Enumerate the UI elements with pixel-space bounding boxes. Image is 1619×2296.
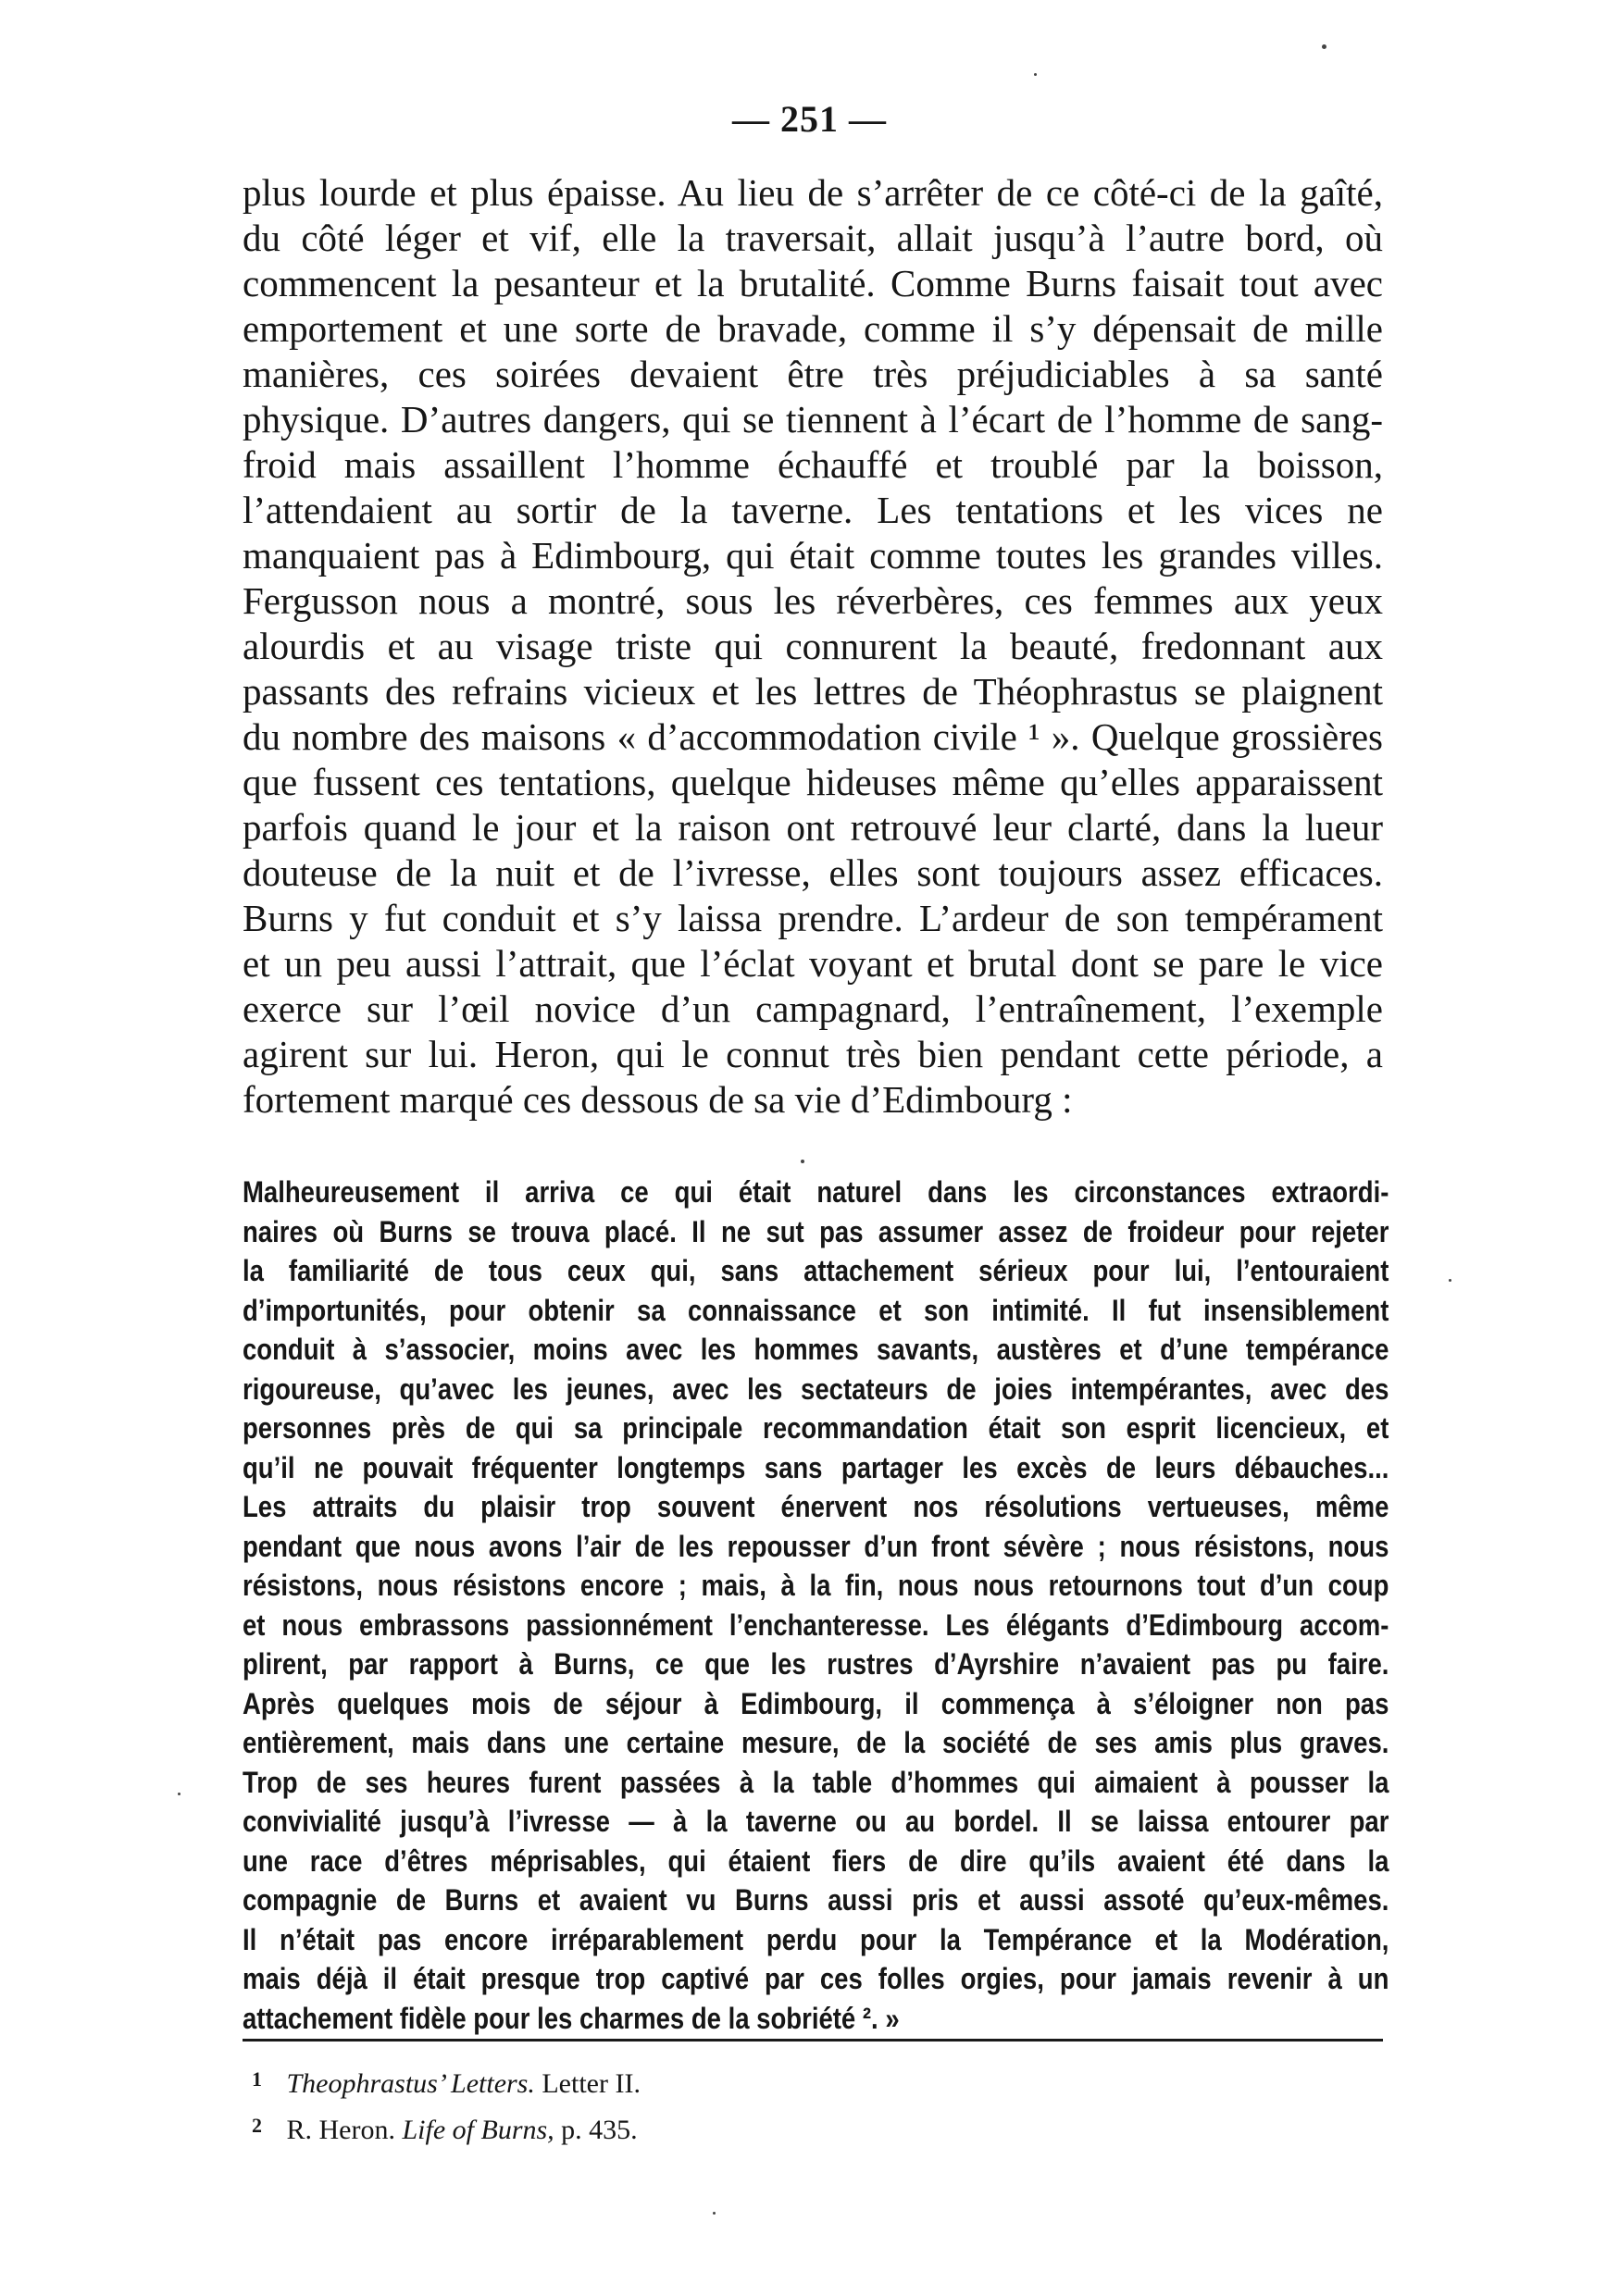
main-paragraph [243,170,1383,1123]
body-text-line: passants des refrains vicieux et les lettres de Théophrastus se plaignent [243,670,1383,713]
quote-text-line: rigoureuse, qu’avec les jeunes, avec les sectateurs de joies intempérantes, avec des [243,1371,1389,1406]
footnotes [252,2058,1363,2151]
quote-text-line: pendant que nous avons l’air de les repousser d’un front sévère ; nous résistons, nous [243,1529,1389,1563]
quote-text-line: la familiarité de tous ceux qui, sans attachement sérieux pour lui, l’entouraient [243,1254,1389,1287]
scan-speck [713,2212,716,2215]
quote-text-line: qu’il ne pouvait fréquenter longtemps sans partager les excès de leurs débauches... [243,1450,1389,1484]
footnote-title: Theophrastus’ Letters. [286,2068,535,2099]
scan-speck [1449,1279,1451,1282]
quote-text-line: personnes près de qui sa principale recommandation était son esprit licencieux, et [243,1411,1389,1445]
body-text-line: alourdis et au visage triste qui connurent la beauté, fredonnant aux [243,625,1383,667]
footnote-marker: 1 [252,2067,262,2091]
footnote-text: Letter II. [542,2068,641,2099]
quote-text-line: d’importunités, pour obtenir sa connaissance et son intimité. Il fut insensiblement [243,1293,1389,1327]
body-text-line: exerce sur l’œil novice d’un campagnard, l’entraînement, l’exemple [243,987,1383,1030]
quote-text-line: convivialité jusqu’à l’ivresse — à la taverne ou au bordel. Il se laissa entourer par [243,1805,1389,1838]
body-text-line: parfois quand le jour et la raison ont retrouvé leur clarté, dans la lueur [243,806,1383,849]
body-text-line: douteuse de la nuit et de l’ivresse, elles sont toujours assez efficaces. [243,851,1383,894]
quote-text-line: Il n’était pas encore irréparablement perdu pour la Tempérance et la Modération, [243,1922,1389,1956]
body-text-line: du nombre des maisons « d’accommodation civile ¹ ». Quelque grossières [243,715,1383,758]
body-text-line: physique. D’autres dangers, qui se tiennent à l’écart de l’homme de sang- [243,398,1383,441]
scan-speck [801,1160,804,1163]
body-text-line: et un peu aussi l’attrait, que l’éclat voyant et brutal dont se pare le vice [243,942,1383,985]
body-text-line: agirent sur lui. Heron, qui le connut très bien pendant cette période, a [243,1033,1383,1075]
quote-text-line: Trop de ses heures furent passées à la table d’hommes qui aimaient à pousser la [243,1765,1389,1799]
footnote-2 [252,2104,1363,2151]
quote-text-line: plirent, par rapport à Burns, ce que les rustres d’Ayrshire n’avaient pas pu faire. [243,1647,1389,1681]
body-text-line: fortement marqué ces dessous de sa vie d’Edimbourg : [243,1078,1073,1121]
scan-speck [1034,73,1037,76]
scan-speck [178,1793,181,1795]
body-text-line: froid mais assaillent l’homme échauffé et troublé par la boisson, [243,443,1383,486]
quote-text-line: attachement fidèle pour les charmes de la sobriété ². » [243,2001,900,2035]
quote-text-line: Les attraits du plaisir trop souvent énervent nos résolutions vertueuses, même [243,1490,1389,1523]
quote-text-line: conduit à s’associer, moins avec les hommes savants, austères et d’une tempérance [243,1333,1389,1366]
footnote-separator-rule [243,2039,1383,2042]
footnote-1 [252,2058,1363,2104]
body-text-line: que fussent ces tentations, quelque hideuses même qu’elles apparaissent [243,761,1383,803]
footnote-text: p. 435. [561,2115,638,2145]
body-text-line: manquaient pas à Edimbourg, qui était comme toutes les grandes villes. [243,534,1383,577]
quote-text-line: et nous embrassons passionnément l’enchanteresse. Les élégants d’Edimbourg accom- [243,1607,1389,1642]
quote-text-line: une race d’êtres méprisables, qui étaient fiers de dire qu’ils avaient été dans la [243,1843,1389,1878]
page-number: — 251 — [732,98,887,140]
quote-text-line: naires où Burns se trouva placé. Il ne sut pas assumer assez de froideur pour rejeter [243,1214,1389,1248]
block-quotation [243,1173,1389,2038]
body-text-line: Burns y fut conduit et s’y laissa prendre. L’ardeur de son tempérament [243,897,1383,939]
quote-text-line: entièrement, mais dans une certaine mesure, de la société de ses amis plus graves. [243,1726,1389,1759]
quote-text-line: Après quelques mois de séjour à Edimbourg, il commença à s’éloigner non pas [243,1686,1389,1720]
body-text-line: manières, ces soirées devaient être très préjudiciables à sa santé [243,353,1383,395]
body-text-line: l’attendaient au sortir de la taverne. Les tentations et les vices ne [243,489,1383,531]
body-text-line: Fergusson nous a montré, sous les réverbères, ces femmes aux yeux [243,579,1383,622]
footnote-author: R. Heron. [286,2115,403,2145]
footnote-title: Life of Burns, [402,2115,554,2145]
body-text-line: plus lourde et plus épaisse. Au lieu de s’arrêter de ce côté-ci de la gaîté, [243,171,1383,214]
body-text-line: emportement et une sorte de bravade, comme il s’y dépensait de mille [243,307,1383,350]
scan-speck [1322,44,1326,49]
quote-text-line: compagnie de Burns et avaient vu Burns aussi pris et aussi assoté qu’eux-mêmes. [243,1883,1389,1917]
quote-text-line: mais déjà il était presque trop captivé par ces folles orgies, pour jamais revenir à un [243,1962,1389,1995]
quote-text-line: Malheureusement il arriva ce qui était naturel dans les circonstances extraordi- [243,1175,1389,1209]
footnote-marker: 2 [252,2114,262,2137]
body-text-line: commencent la pesanteur et la brutalité. Comme Burns faisait tout avec [243,262,1383,304]
body-text-line: du côté léger et vif, elle la traversait, allait jusqu’à l’autre bord, où [243,217,1383,259]
quote-text-line: résistons, nous résistons encore ; mais, à la fin, nous nous retournons tout d’un coup [243,1569,1389,1602]
